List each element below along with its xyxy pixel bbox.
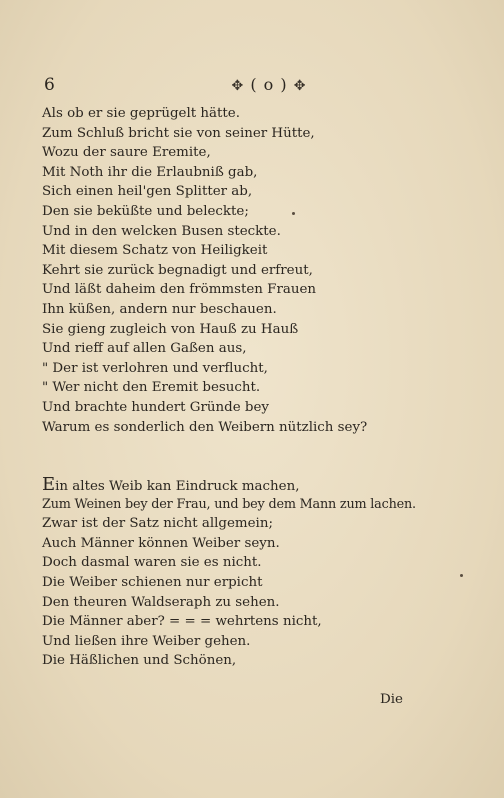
paper-speck: [460, 574, 463, 577]
verse-line: Kehrt sie zurück begnadigt und erfreut,: [42, 262, 313, 278]
verse-line: Den sie beküßte und beleckte;: [42, 203, 249, 219]
verse-line: Und läßt daheim den frömmsten Frauen: [42, 282, 317, 298]
verse-line: Auch Männer können Weiber seyn.: [42, 535, 280, 551]
poem-text: [42, 104, 482, 671]
verse-line: Zum Schluß bricht sie von seiner Hütte,: [42, 125, 315, 141]
verse-line-first: [42, 475, 482, 495]
page-header: [44, 74, 464, 98]
stanza-gap: [42, 437, 482, 475]
verse-line: Warum es sonderlich den Weibern nützlich sey?: [42, 419, 368, 435]
ornament-right-icon: ✥: [293, 78, 307, 94]
verse-line: Mit diesem Schatz von Heiligkeit: [42, 243, 268, 259]
verse-line: Als ob er sie geprügelt hätte.: [42, 106, 240, 121]
header-ornament: [194, 74, 344, 97]
paper-speck: [292, 212, 295, 215]
initial-letter: E: [42, 474, 56, 496]
verse-line: " Der ist verlohren und verflucht,: [42, 360, 268, 376]
verse-line: Sich einen heil'gen Splitter ab,: [42, 184, 253, 200]
verse-line: Und ließen ihre Weiber gehen.: [42, 633, 251, 649]
verse-line-rest: in altes Weib kan Eindruck machen,: [55, 479, 300, 495]
verse-line: Doch dasmal waren sie es nicht.: [42, 555, 262, 571]
verse-line: Und in den welcken Busen steckte.: [42, 223, 281, 239]
header-mark-text: ( o ): [250, 75, 288, 94]
verse-line: Die Weiber schienen nur erpicht: [42, 575, 263, 591]
ornament-left-icon: ✥: [231, 78, 245, 94]
verse-line: Ihn küßen, andern nur beschauen.: [42, 301, 277, 317]
verse-line: Wozu der saure Eremite,: [42, 145, 211, 161]
verse-line: Und brachte hundert Gründe bey: [42, 399, 269, 415]
verse-line: Zum Weinen bey der Frau, und bey dem Mann zum lachen.: [42, 496, 416, 512]
verse-line: Und rieff auf allen Gaßen aus,: [42, 341, 247, 357]
verse-line: Zwar ist der Satz nicht allgemein;: [42, 516, 273, 532]
verse-line: " Wer nicht den Eremit besucht.: [42, 380, 261, 396]
verse-line: Die Männer aber? = = = wehrtens nicht,: [42, 614, 322, 630]
stanza-two: [42, 475, 482, 671]
verse-line: Mit Noth ihr die Erlaubniß gab,: [42, 164, 258, 180]
verse-line: Die Häßlichen und Schönen,: [42, 653, 237, 669]
stanza-one: [42, 104, 482, 437]
page-number: 6: [44, 75, 55, 95]
verse-line: Sie gieng zugleich von Hauß zu Hauß: [42, 321, 299, 337]
catchword: Die: [380, 692, 403, 707]
verse-line: Den theuren Waldseraph zu sehen.: [42, 594, 280, 610]
